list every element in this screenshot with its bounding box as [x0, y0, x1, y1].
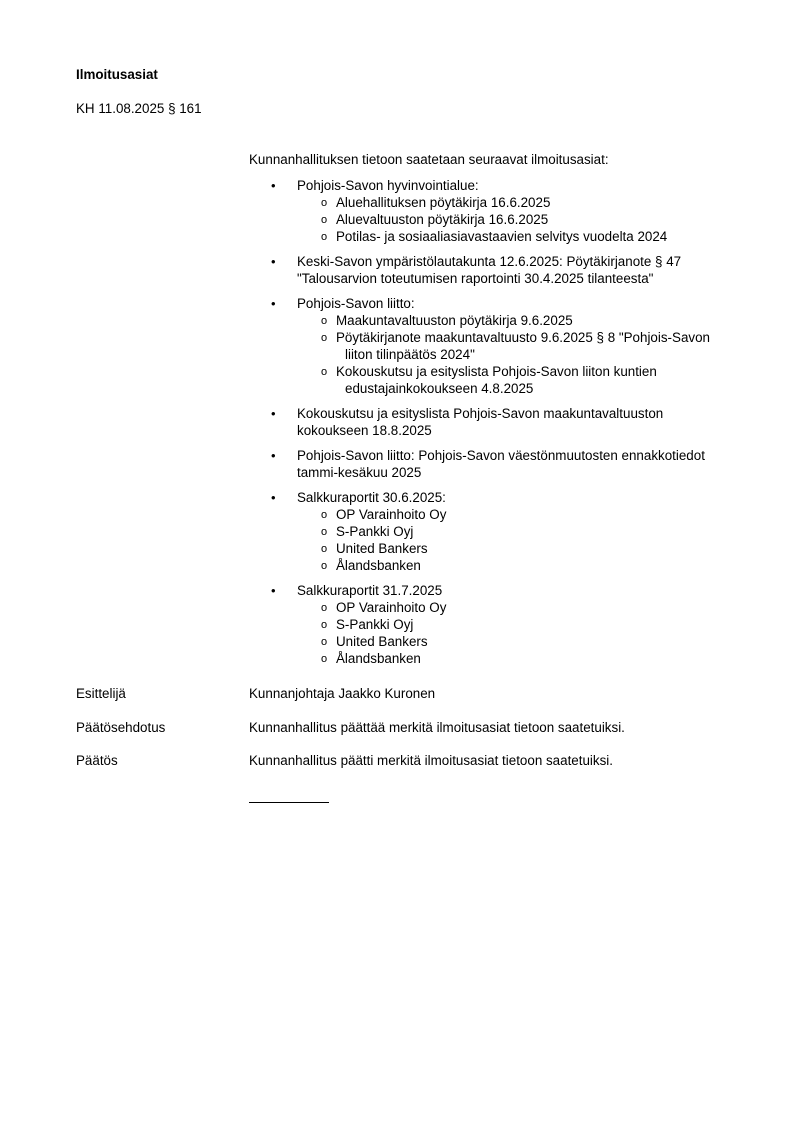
proposal-label: Päätösehdotus — [76, 720, 166, 735]
decision-label: Päätös — [76, 753, 118, 768]
circle-bullet-icon: o — [321, 636, 328, 648]
sub-list-item-text: Pöytäkirjanote maakuntavaltuusto 9.6.2025 § 8 "Pohjois-Savon liiton tilinpäätös 2024" — [336, 330, 710, 362]
sub-list-item — [297, 557, 729, 574]
circle-bullet-icon: o — [321, 653, 328, 665]
sub-list-item-text: Kokouskutsu ja esityslista Pohjois-Savon liiton kuntien edustajainkokoukseen 4.8.2025 — [336, 364, 657, 396]
circle-bullet-icon: o — [321, 619, 328, 631]
circle-bullet-icon: o — [321, 526, 328, 538]
bullet-icon: • — [271, 490, 276, 505]
sub-list-item — [297, 329, 729, 363]
circle-bullet-icon: o — [321, 366, 328, 378]
circle-bullet-icon: o — [321, 315, 328, 327]
list-item — [249, 177, 729, 245]
sub-list-item-text: OP Varainhoito Oy — [336, 600, 447, 615]
presenter-label: Esittelijä — [76, 686, 126, 701]
list-item-text: Pohjois-Savon liitto: Pohjois-Savon väestönmuutosten ennakkotiedot tammi-kesäkuu 2025 — [297, 448, 705, 480]
bullet-icon: • — [271, 583, 276, 598]
list-item — [249, 253, 729, 287]
proposal-value: Kunnanhallitus päättää merkitä ilmoitusasiat tietoon saatetuiksi. — [249, 720, 625, 735]
list-item-text: Keski-Savon ympäristölautakunta 12.6.2025: Pöytäkirjanote § 47 "Talousarvion toteutumisen raportointi 30.4.2025 tilanteesta" — [297, 254, 682, 286]
notice-items-list — [249, 177, 729, 675]
sub-list-item — [297, 312, 729, 329]
sub-list-item — [297, 540, 729, 557]
bullet-icon: • — [271, 178, 276, 193]
separator-line — [249, 802, 329, 803]
circle-bullet-icon: o — [321, 509, 328, 521]
sub-list-item-text: Potilas- ja sosiaaliasiavastaavien selvitys vuodelta 2024 — [336, 229, 668, 244]
list-item-text: Salkkuraportit 31.7.2025 — [297, 583, 443, 598]
list-item-text: Kokouskutsu ja esityslista Pohjois-Savon maakuntavaltuuston kokoukseen 18.8.2025 — [297, 406, 664, 438]
bullet-icon: • — [271, 296, 276, 311]
circle-bullet-icon: o — [321, 214, 328, 226]
sub-list-item-text: Ålandsbanken — [336, 558, 421, 573]
sub-list-item-text: Maakuntavaltuuston pöytäkirja 9.6.2025 — [336, 313, 573, 328]
meeting-reference: KH 11.08.2025 § 161 — [76, 101, 202, 116]
sub-list-item-text: United Bankers — [336, 634, 428, 649]
list-item — [249, 489, 729, 574]
presenter-value: Kunnanjohtaja Jaakko Kuronen — [249, 686, 436, 701]
sub-list-item-text: OP Varainhoito Oy — [336, 507, 447, 522]
circle-bullet-icon: o — [321, 197, 328, 209]
decision-value: Kunnanhallitus päätti merkitä ilmoitusasiat tietoon saatetuiksi. — [249, 753, 613, 768]
sub-list-item-text: Ålandsbanken — [336, 651, 421, 666]
sub-list-item-text: United Bankers — [336, 541, 428, 556]
list-item — [249, 582, 729, 667]
sub-list-item-text: Aluevaltuuston pöytäkirja 16.6.2025 — [336, 212, 549, 227]
sub-list-item-text: Aluehallituksen pöytäkirja 16.6.2025 — [336, 195, 551, 210]
intro-text: Kunnanhallituksen tietoon saatetaan seuraavat ilmoitusasiat: — [249, 152, 609, 167]
sub-list-item — [297, 523, 729, 540]
circle-bullet-icon: o — [321, 602, 328, 614]
sub-list-item-text: S-Pankki Oyj — [336, 617, 414, 632]
list-item — [249, 447, 729, 481]
circle-bullet-icon: o — [321, 231, 328, 243]
sub-list-item — [297, 228, 729, 245]
sub-list-item — [297, 616, 729, 633]
list-item-text: Pohjois-Savon liitto: — [297, 296, 415, 311]
list-item — [249, 405, 729, 439]
list-item-text: Pohjois-Savon hyvinvointialue: — [297, 178, 479, 193]
sub-list-item — [297, 506, 729, 523]
sub-list-item — [297, 650, 729, 667]
sub-list-item-text: S-Pankki Oyj — [336, 524, 414, 539]
page-title: Ilmoitusasiat — [76, 67, 158, 82]
sub-list-item — [297, 363, 729, 397]
sub-list-item — [297, 599, 729, 616]
bullet-icon: • — [271, 254, 276, 269]
sub-list-item — [297, 633, 729, 650]
bullet-icon: • — [271, 448, 276, 463]
sub-list-item — [297, 194, 729, 211]
bullet-icon: • — [271, 406, 276, 421]
list-item — [249, 295, 729, 397]
circle-bullet-icon: o — [321, 543, 328, 555]
list-item-text: Salkkuraportit 30.6.2025: — [297, 490, 446, 505]
circle-bullet-icon: o — [321, 560, 328, 572]
circle-bullet-icon: o — [321, 332, 328, 344]
sub-list-item — [297, 211, 729, 228]
